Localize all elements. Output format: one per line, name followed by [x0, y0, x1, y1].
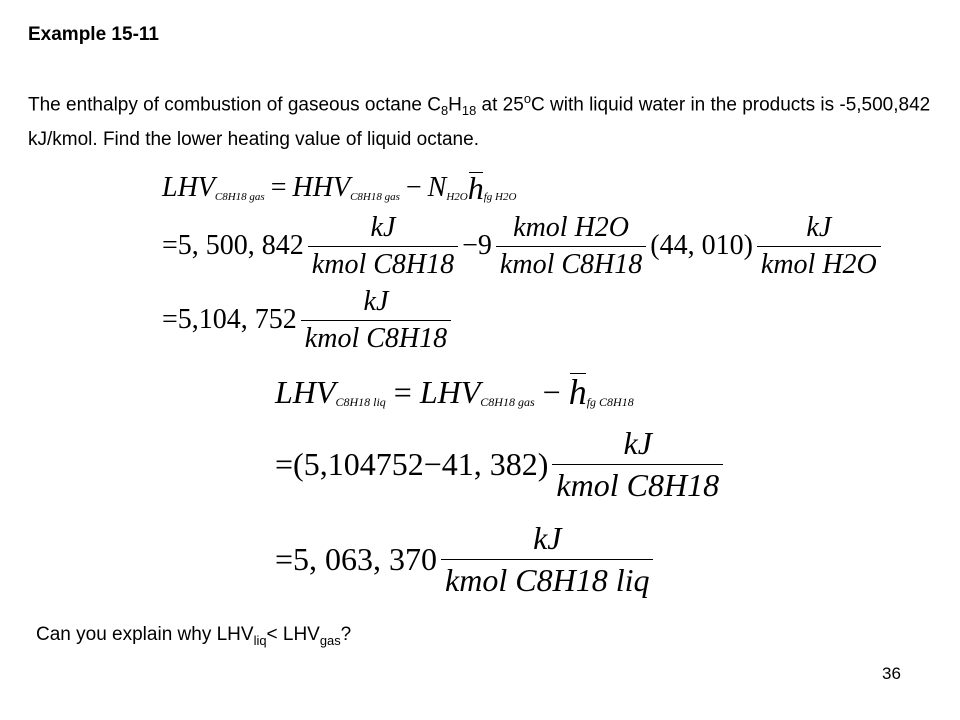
- eq4-h-bar: h: [568, 372, 587, 412]
- problem-degree: o: [523, 91, 531, 106]
- eq2-fraction-1: [308, 212, 458, 281]
- page-number: 36: [882, 664, 901, 683]
- question-suffix: ?: [340, 624, 352, 645]
- question-text: [36, 624, 351, 648]
- question-sub-liq: liq: [253, 632, 267, 648]
- eq2-paren: (44, 010): [650, 230, 753, 261]
- problem-c-subscript: 8: [440, 103, 449, 119]
- eq4-equals: =: [393, 373, 412, 410]
- eq2-f2-den: kmol C8H18: [496, 246, 646, 281]
- eq1-hhv-sub: C8H18 gas: [350, 191, 400, 203]
- eq4-lhv2-sub: C8H18 gas: [480, 394, 535, 409]
- eq1-h-bar: h: [467, 169, 484, 206]
- question-mid: < LHV: [266, 624, 320, 645]
- eq6-lead: =5, 063, 370: [275, 540, 438, 577]
- eq5-f-den: kmol C8H18: [552, 464, 723, 504]
- slide-title: Example 15-11: [28, 24, 159, 45]
- problem-h-subscript: 18: [461, 103, 477, 119]
- eq5-fraction: [552, 425, 723, 504]
- equation-5: [275, 424, 727, 504]
- equation-2: [162, 211, 885, 280]
- eq3-lead: =5,104, 752: [162, 304, 297, 335]
- equation-3: [162, 285, 455, 354]
- question-prefix: Can you explain why LHV: [36, 624, 254, 645]
- eq6-f-num: kJ: [533, 519, 562, 556]
- eq1-minus: −: [405, 172, 422, 203]
- equation-4: [275, 362, 634, 422]
- equation-6: [275, 514, 657, 604]
- eq3-f-den: kmol C8H18: [301, 320, 451, 355]
- eq1-lhv-sub: C8H18 gas: [214, 191, 265, 203]
- equation-1: [162, 158, 516, 218]
- eq1-n: N: [427, 172, 447, 203]
- eq1-hhv: HHV: [292, 172, 351, 203]
- eq2-f3-den: kmol H2O: [757, 246, 881, 281]
- eq2-fraction-3: [757, 212, 881, 281]
- eq4-lhv: LHV: [275, 373, 336, 410]
- eq2-f1-num: kJ: [370, 211, 396, 243]
- eq3-fraction: [301, 286, 451, 355]
- eq2-f3-num: kJ: [806, 211, 832, 243]
- eq4-minus: −: [542, 373, 561, 410]
- eq2-lead: =5, 500, 842: [162, 230, 304, 261]
- eq6-fraction: [441, 520, 653, 599]
- eq3-f-num: kJ: [363, 285, 389, 317]
- eq2-fraction-2: [496, 212, 646, 281]
- eq5-lead: =(5,104752−41, 382): [275, 445, 549, 482]
- eq4-lhv2: LHV: [419, 373, 481, 410]
- eq2-f1-den: kmol C8H18: [308, 246, 458, 281]
- eq1-n-sub: H2O: [446, 191, 468, 203]
- eq6-f-den: kmol C8H18 liq: [441, 559, 653, 599]
- eq5-f-num: kJ: [623, 424, 652, 461]
- question-sub-gas: gas: [319, 632, 341, 648]
- problem-statement: [28, 84, 938, 154]
- problem-text-3: C with liquid water in the products is -5,500,842 kJ/kmol. Find the lower heating value of liquid octane.: [28, 94, 931, 151]
- eq1-lhv: LHV: [162, 172, 215, 203]
- eq1-equals: =: [270, 172, 287, 203]
- eq2-f2-num: kmol H2O: [513, 211, 630, 243]
- eq4-lhv-sub: C8H18 liq: [335, 394, 386, 409]
- eq4-h-sub: fg C8H18: [586, 394, 634, 409]
- eq2-mid: −9: [462, 230, 492, 261]
- problem-text-1: The enthalpy of combustion of gaseous octane C: [28, 94, 441, 116]
- problem-h: H: [448, 94, 462, 116]
- eq1-h-sub: fg H2O: [483, 191, 517, 203]
- problem-text-2: at 25: [476, 94, 524, 116]
